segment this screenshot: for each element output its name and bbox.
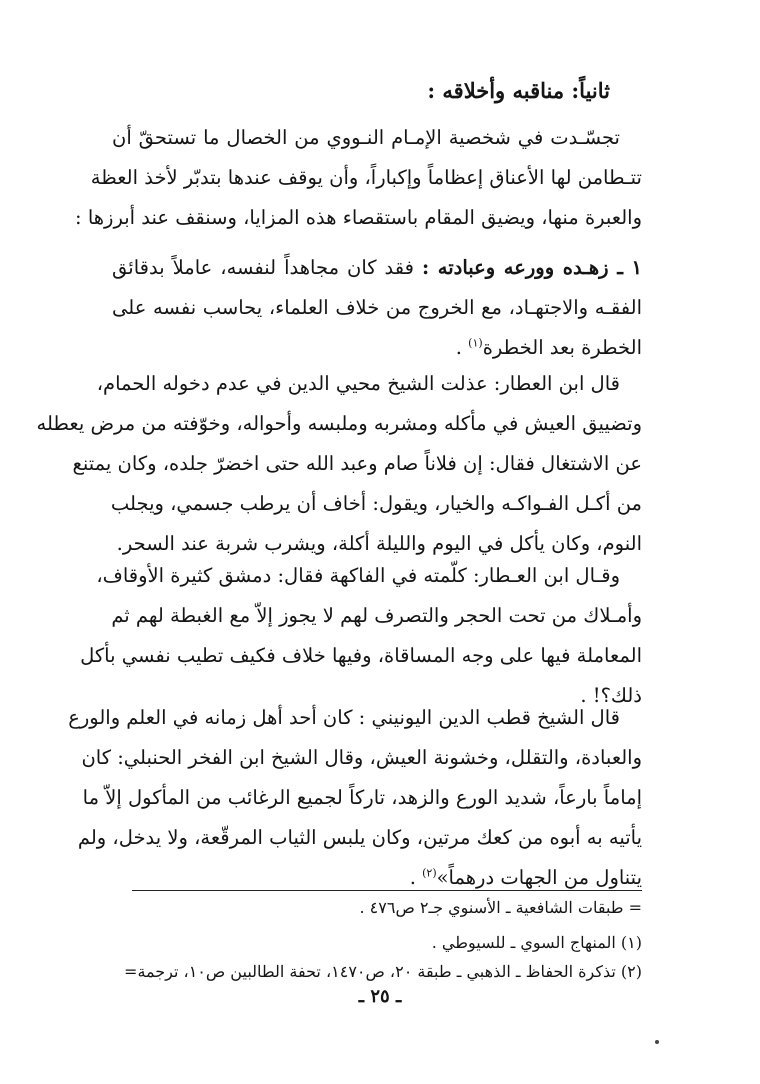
footnote-divider xyxy=(132,890,642,891)
text-line: المعاملة فيها على وجه المساقاة، وفيها خلاف فكيف تطيب نفسي بأكل xyxy=(80,644,642,667)
footnote-ref: (١) xyxy=(468,336,483,350)
scan-speck xyxy=(655,1040,659,1044)
text-fragment: . xyxy=(455,336,469,359)
text-line: من أكـل الفـواكـه والخيار، ويقول: أخاف أن يرطب جسمي، ويجلب xyxy=(110,492,642,515)
text-line: إماماً بارعاً، شديد الورع والزهد، تاركاً لجميع الرغائب من المأكول إلاّ ما xyxy=(82,786,642,809)
footnote-1: (١) المنهاج السوي ـ للسيوطي . xyxy=(431,933,642,952)
text-line xyxy=(112,248,642,288)
text-line: النوم، وكان يأكل في اليوم والليلة أكلة، ويشرب شربة عند السحر. xyxy=(116,532,642,555)
text-line: وقـال ابن العـطار: كلّمته في الفاكهة فقال: دمشق كثيرة الأوقاف، xyxy=(96,564,620,587)
footnote-ref: (٢) xyxy=(422,866,437,880)
text-line: قال الشيخ قطب الدين اليونيني : كان أحد أهل زمانه في العلم والورع xyxy=(68,706,620,729)
text-line: ذلك؟! . xyxy=(580,684,642,707)
asceticism-paragraph xyxy=(112,248,642,368)
intro-paragraph xyxy=(75,118,642,238)
section-heading: ثانياً: مناقبه وأخلاقه : xyxy=(427,78,610,103)
text-fragment: فقد كان مجاهداً لنفسه، عاملاً بدقائق xyxy=(112,256,414,279)
text-line: قال ابن العطار: عذلت الشيخ محيي الدين في عدم دخوله الحمام، xyxy=(96,372,620,395)
text-line: عن الاشتغال فقال: إن فلاناً صام وعبد الله حتى اخضرّ جلده، وكان يمتنع xyxy=(72,452,642,475)
fruit-paragraph xyxy=(80,556,642,716)
page-number: ـ ٢٥ ـ xyxy=(358,986,402,1007)
footnote-2: (٢) تذكرة الحفاظ ـ الذهبي ـ طبقة ٢٠، ص١٤٧٠، تحفة الطالبين ص١٠، ترجمة= xyxy=(124,962,642,981)
text-line: والعبرة منها، ويضيق المقام باستقصاء هذه المزايا، وسنقف عند أبرزها : xyxy=(75,206,642,229)
ibn-alattar-paragraph xyxy=(36,364,642,564)
text-line: وتضييق العيش في مأكله ومشربه وملبسه وأحواله، وخوّفته من مرض يعطله xyxy=(36,412,642,435)
text-line: الفقـه والاجتهـاد، مع الخروج من خلاف العلماء، يحاسب نفسه على xyxy=(112,296,642,319)
text-line xyxy=(112,858,642,898)
text-line: وأمـلاك من تحت الحجر والتصرف لهم لا يجوز إلاّ مع الغبطة لهم ثم xyxy=(111,604,642,627)
subsection-title: ١ ـ زهـده وورعه وعبادته : xyxy=(421,256,642,279)
text-fragment: . xyxy=(409,866,423,889)
text-line: والعبادة، والتقلل، وخشونة العيش، وقال الشيخ ابن الفخر الحنبلي: كان xyxy=(81,746,642,769)
testimony-paragraph xyxy=(68,698,642,898)
text-line: تتـطامن لها الأعناق إعظاماً وإكباراً، وأن يوقف عندها بتدبّر لأخذ العظة xyxy=(90,166,642,189)
text-line: يأتيه به أبوه من كعك مرتين، وكان يلبس الثياب المرقّعة، ولا يدخل، ولم xyxy=(77,826,642,849)
text-line xyxy=(112,328,642,368)
text-fragment: يتناول من الجهات درهماً» xyxy=(436,866,642,889)
text-line: تجسّـدت في شخصية الإمـام النـووي من الخصال ما تستحقّ أن xyxy=(112,126,620,149)
text-fragment: الخطرة بعد الخطرة xyxy=(482,336,642,359)
footnote-continuation: = طبقات الشافعية ـ الأسنوي جـ٢ ص٤٧٦ . xyxy=(359,898,642,917)
